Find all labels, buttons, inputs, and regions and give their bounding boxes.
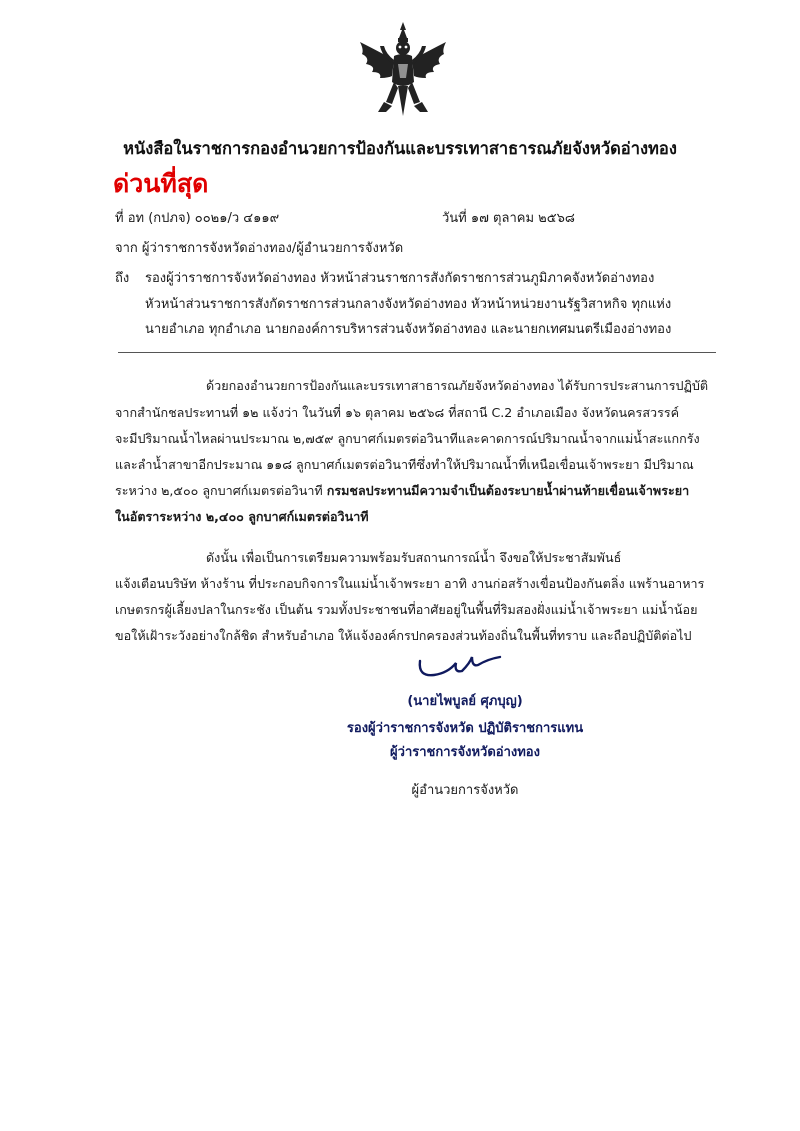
body-line: แจ้งเตือนบริษัท ห้างร้าน ที่ประกอบกิจการในแม่น้ำเจ้าพระยา อาทิ งานก่อสร้างเขื่อนป้องกันตลิ่ง แพร้านอาหาร: [115, 576, 705, 591]
document-title: หนังสือในราชการกองอำนวยการป้องกันและบรรเทาสาธารณภัยจังหวัดอ่างทอง: [123, 139, 677, 158]
body-line: จากสำนักชลประทานที่ ๑๒ แจ้งว่า ในวันที่ ๑๖ ตุลาคม ๒๕๖๘ ที่สถานี C.2 อำเภอเมือง จังหวัดนครสวรรค์: [115, 405, 680, 420]
urgency-label: ด่วนที่สุด: [113, 169, 209, 198]
document-date: วันที่ ๑๗ ตุลาคม ๒๕๖๘: [442, 211, 575, 226]
signatory-position: รองผู้ว่าราชการจังหวัด ปฏิบัติราชการแทน: [346, 721, 584, 736]
body-line: ขอให้เฝ้าระวังอย่างใกล้ชิด สำหรับอำเภอ ให้แจ้งองค์กรปกครองส่วนท้องถิ่นในพื้นที่ทราบ และถือปฏิบัติต่อไป: [115, 628, 692, 643]
signatory-title: ผู้อำนวยการจังหวัด: [411, 783, 519, 798]
signatory-name: (นายไพบูลย์ ศุภบุญ): [407, 694, 523, 709]
body-line: และลำน้ำสาขาอีกประมาณ ๑๑๘ ลูกบาศก์เมตรต่อวินาทีซึ่งทำให้ปริมาณน้ำที่เหนือเขื่อนเจ้าพระยา มีปริมาณ: [115, 457, 694, 472]
body-text: ระหว่าง ๒,๕๐๐ ลูกบาศก์เมตรต่อวินาที: [115, 483, 327, 498]
recipient-line: รองผู้ว่าราชการจังหวัดอ่างทอง หัวหน้าส่วนราชการสังกัดราชการส่วนภูมิภาคจังหวัดอ่างทอง: [145, 271, 655, 286]
handwritten-signature-icon: [414, 653, 504, 683]
body-line: ดังนั้น เพื่อเป็นการเตรียมความพร้อมรับสถานการณ์น้ำ จึงขอให้ประชาสัมพันธ์: [206, 550, 622, 565]
recipient-label: ถึง: [115, 271, 130, 286]
body-emphasis: ในอัตราระหว่าง ๒,๔๐๐ ลูกบาศก์เมตรต่อวินาที: [115, 509, 369, 524]
divider: [118, 352, 716, 353]
body-emphasis: กรมชลประทานมีความจำเป็นต้องระบายน้ำผ่านท้ายเขื่อนเจ้าพระยา: [326, 483, 690, 498]
body-line: [115, 481, 689, 501]
body-line: เกษตรกรผู้เลี้ยงปลาในกระชัง เป็นต้น รวมทั้งประชาชนที่อาศัยอยู่ในพื้นที่ริมสองฝั่งแม่น้ำเจ้าพระยา แม่น้ำน้อย: [115, 602, 698, 617]
body-line: จะมีปริมาณน้ำไหลผ่านประมาณ ๒,๗๕๙ ลูกบาศก์เมตรต่อวินาทีและคาดการณ์ปริมาณน้ำจากแม่น้ำสะแกกรัง: [115, 431, 700, 446]
sender-line: จาก ผู้ว่าราชการจังหวัดอ่างทอง/ผู้อำนวยการจังหวัด: [115, 241, 404, 256]
garuda-emblem-icon: [356, 20, 450, 122]
body-line: ด้วยกองอำนวยการป้องกันและบรรเทาสาธารณภัยจังหวัดอ่างทอง ได้รับการประสานการปฏิบัติ: [206, 378, 709, 393]
signatory-position: ผู้ว่าราชการจังหวัดอ่างทอง: [390, 745, 540, 760]
recipient-line: นายอำเภอ ทุกอำเภอ นายกองค์การบริหารส่วนจังหวัดอ่างทอง และนายกเทศมนตรีเมืองอ่างทอง: [145, 322, 672, 337]
recipient-line: หัวหน้าส่วนราชการสังกัดราชการส่วนกลางจังหวัดอ่างทอง หัวหน้าหน่วยงานรัฐวิสาหกิจ ทุกแห่ง: [145, 297, 672, 312]
reference-number: ที่ อท (กปภจ) ๐๐๒๑/ว ๔๑๑๙: [115, 211, 280, 226]
